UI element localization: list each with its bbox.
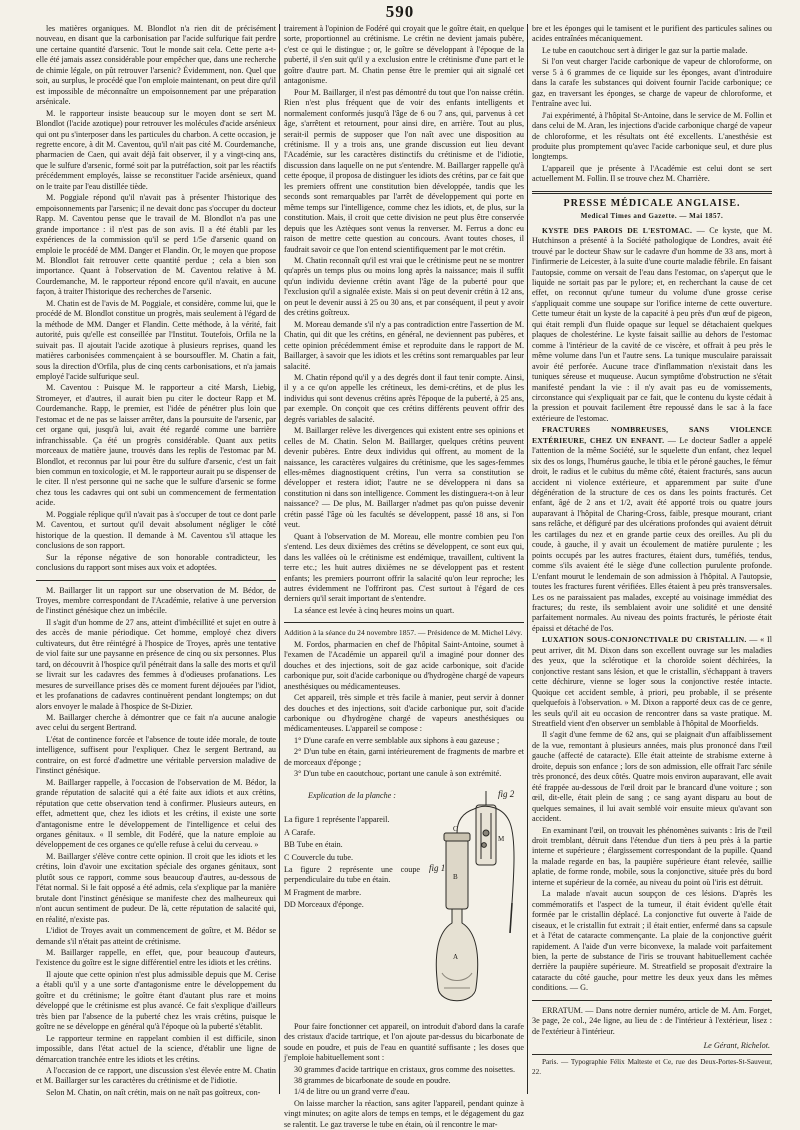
paragraph: Le rapporteur termine en rappelant combien il est difficile, sinon impossible, dans l'état actuel de la science, d'établir une ligne de démarcation tranchée entre les idiots et les crétins. <box>36 1033 276 1064</box>
paragraph: M. Baillarger rappelle, en effet, que, pour beaucoup d'auteurs, l'existence du goître est le signe différentiel entre les idiots et les crétins. <box>36 947 276 968</box>
legend-title: Explication de la planche : <box>308 790 396 800</box>
paragraph: bre et les éponges qui le tamisent et le purifient des particules salines ou acides entraînées mécaniquement. <box>532 24 772 44</box>
paragraph: Pour faire fonctionner cet appareil, on introduit d'abord dans la carafe des cristaux d'acide tartrique, et l'on ajoute par-dessus du bicarbonate de soude en poudre, et puis de l'eau en quantité suffisante ; les doses que j'emploie habituellement sont : <box>284 1021 524 1063</box>
figure-block <box>284 783 524 1019</box>
column-rule <box>279 24 280 1094</box>
paragraph: L'état de continence forcée et l'absence de toute idée morale, de toute intelligence, suffisent pour l'expliquer. Chez le sergent Bertrand, au contraire, on est forcé d'admettre une véritable perversion maladive de l'instinct génésique. <box>36 734 276 776</box>
legend-item: A Carafe. <box>284 827 316 837</box>
paragraph: Quant à l'observation de M. Moreau, elle montre combien peu l'on s'entend. Les deux dixièmes des crétins se développent, ce sont eux qui, dans les vallées où le crétinisme est endémique, travaillent, cultivent la terre etc.; les huit autres dixièmes ne se développent pas et restent enfants; les premiers pourront offrir la salacité qu'on leur reproche; les autres évidemment ne l'offriront pas. C'est surtout à l'égard de ces derniers qu'il serait important de s'entendre. <box>284 531 524 604</box>
paragraph: M. Baillarger relève les divergences qui existent entre ses opinions et celles de M. Chatin. Selon M. Baillarger, quelques crétins peuvent devenir pubères. Entre deux individus qui offrent, au moment de la naissance, les caractères vulgaires du crétinisme, que les sages-femmes elles-mêmes diagnostiquent crétins, l'un verra sa constitution se développer et restera idiot; l'autre ne se développera ni dans sa constitution ni dans son intelligence. Comment les distinguera-t-on à leur naissance? — De plus, M. Baillarger n'admet pas qu'on puisse devenir crétin passé l'âge où les facultés se développent, passé 18 ans, si l'on veut. <box>284 426 524 530</box>
rubber-hose <box>457 809 474 833</box>
section-divider <box>532 1000 772 1001</box>
paragraph: Le tube en caoutchouc sert à diriger le gaz sur la partie malade. <box>542 45 748 55</box>
paragraph: M. Poggiale répond qu'il n'avait pas à présenter l'historique des empoisonnements par l'arsenic; il ne devait donc pas s'occuper du docteur Rapp. M. Caventou pense que le travail de M. Blondlot n'a pas une grande importance : il n'est pas de son avis. Il a été établi par les expériences de la commission qu'il se perd 1/5e d'arsenic quand on emploie le procédé de MM. Danger et Flandin. Or, le moyen que propose M. Blondlot fait retrouver cette quantité perdue ; cela a bien son importance. Quant à l'observation de M. Caventou relative à M. Courdemanche, M. le rapporteur répond encore qu'il n'avait, en aucune façon, à traiter l'historique des recherches de l'arsenic. <box>36 193 276 297</box>
paragraph: M. Poggiale réplique qu'il n'avait pas à s'occuper de tout ce dont parle M. Caventou, et surtout qu'il devait absolument négliger le côté historique de la question. Il demande à M. Caventou s'il attaque les conclusions de son rapport. <box>36 509 276 551</box>
paragraph: 1/4 de litre ou un grand verre d'eau. <box>294 1087 410 1097</box>
legend-item: M Fragment de marbre. <box>284 887 362 897</box>
figure-legend <box>284 783 420 1019</box>
section-divider <box>284 622 524 623</box>
apparatus-illustration <box>426 783 524 1019</box>
column-rule <box>527 24 528 1094</box>
paragraph: 30 grammes d'acide tartrique en cristaux, gros comme des noisettes. <box>294 1064 515 1074</box>
paragraph: Il s'agit d'un homme de 27 ans, atteint d'imbécillité et sujet en outre à des accès de manie périodique. Cet homme, employé chez divers cultivateurs, dut être réintégré à l'hospice de Troyes, après une tentative de viol faite sur une paysanne en présence de cinq ou six personnes. Plus tard, on découvrit à l'hospice qu'il pénétrait dans la salle des morts et qu'il se livrait sur les cadavres des femmes à d'odieuses profanations. Les mesures de surveillance prises dès ce moment furent déjouées par l'idiot, et les profanations de cadavres continuèrent pendant longtemps; on dut alors envoyer le malade à l'hospice de St-Dizier. <box>36 617 276 711</box>
paragraph: J'ai expérimenté, à l'hôpital St-Antoine, dans le service de M. Follin et dans celui de M. Aran, les injections d'acide carbonique chargé de vapeur de chloroforme, et les résultats ont été excellents. L'anesthésie est produite plus promptement qu'avec l'acide carbonique seul, et dure plus longtemps. <box>532 110 772 162</box>
paragraph: Il ajoute que cette opinion n'est plus admissible depuis que M. Cerise a établi qu'il y a une sorte d'antagonisme entre le développement du goître et du crétinisme; le goître étant d'autant plus rare et moins développé que le crétinisme est plus avancé. Ce fait s'explique d'ailleurs très bien par l'absence de la puberté chez les vrais crétins, puisque le goître ne se développe en général qu'à l'époque où la puberté s'établit. <box>36 969 276 1032</box>
article-paragraph <box>532 635 772 729</box>
paragraph: Cet appareil, très simple et très facile à manier, peut servir à donner des douches et des injections, soit d'acide carbonique pur, soit d'acide carbonique ou d'hydrogène chargé de vapeurs anesthésiques ou médicamenteuses. L'appareil se compose : <box>284 693 524 734</box>
section-divider <box>532 191 772 194</box>
article-body: — Le docteur Sadler a appelé l'attention de la même Société, sur le squelette d'un enfant, chez lequel six des os longs, l'humérus gauche, le tibia et le péroné gauches, le fémur droit, le radius et le cubitus du même côté, étaient fracturés, sans aucun accident ni violence extérieure, et apparemment par suite d'une dégénération de la structure de ces os dans les points fracturés. Cet enfant, âgé de 2 ans et 1/2, avait été apporté trois ou quatre jours auparavant à l'hôpital de Charing-Cross, faible, presque mourant, criant sans relâche, et défiguré par des ulcérations profondes qui avaient détruit les cartilages du nez et en grande partie ceux des oreilles. Au pli du coude, à gauche, il y avait un écoulement de matière purulente ; les points occupés par les autres fractures, étaient durs, tuméfiés, tendus, comme s'ils avaient été le siège d'une collection purulente profonde. L'enfant mourut le lendemain de son admission à l'hôpital. A l'autopsie, toutes les fractures furent vérifiées. Elles étaient à peu près transversales. Les os ne paraissaient pas malades, excepté au voisinage immédiat des fractures; du reste, ils semblaient avoir une solidité et une densité parfaitement normales. Au niveau des points fracturés, le périoste était épaissi et détaché de l'os. <box>532 435 772 633</box>
article-paragraph <box>532 226 772 425</box>
paragraph: 2° D'un tube en étain, garni intérieurement de fragments de marbre et de morceaux d'éponge ; <box>284 747 524 767</box>
paragraph: On laisse marcher la réaction, sans agiter l'appareil, pendant quinze à vingt minutes; on agite alors de temps en temps, et le dégagement du gaz se ralentit. Le gaz traverse le tube en étain, où il rencontre le mar- <box>284 1098 524 1129</box>
column-right <box>532 24 772 1100</box>
paragraph: M. Baillarger lit un rapport sur une observation de M. Bédor, de Troyes, membre correspondant de l'Académie, relative à une perversion de l'instinct génésique chez un imbécile. <box>36 585 276 616</box>
press-subtitle: Medical Times and Gazette. — Mai 1857. <box>580 212 724 221</box>
paragraph: les matières organiques. M. Blondlot n'a rien dit de précisément nouveau, en disant que la carbonisation par l'acide sulfurique fait perdre une certaine quantité d'arsenic. Tout le monde sait cela. Cette perte a-t-elle été jamais assez considérable pour empêcher que, dans une recherche de chimie légale, on pût retrouver l'arsenic? Évidemment, non. Quel que soit, au surplus, le procédé que l'on emploie maintenant, on peut dire qu'il est impossible de méconnaître un empoisonnement par une préparation arsénicale. <box>36 24 276 107</box>
paragraph: A l'occasion de ce rapport, une discussion s'est élevée entre M. Chatin et M. Baillarger sur les caractères du crétinisme et de l'idiotie. <box>36 1065 276 1086</box>
signature: Le Gérant, Richelot. <box>703 1041 770 1051</box>
legend-item: C Couvercle du tube. <box>284 852 354 862</box>
article-paragraph <box>532 425 772 634</box>
label-b: B <box>453 872 458 881</box>
paragraph: L'idiot de Troyes avait un commencement de goître, et M. Bédor se demande s'il n'était pas atteint de crétinisme. <box>36 926 276 946</box>
tube-lid <box>444 833 470 841</box>
label-a: A <box>453 952 459 961</box>
session-heading: Addition à la séance du 24 novembre 1857. — Présidence de M. Michel Lévy. <box>284 628 523 638</box>
paragraph: Pour M. Baillarger, il n'est pas démontré du tout que l'on naisse crétin. Rien n'est plus fréquent que de voir des enfants intelligents et normalement conformés jusqu'à l'âge de 6 ou 7 ans, qui, parvenus à cet âge, s'arrêtent et retournent, pour ainsi dire, en arrière. Tout au plus, serait-il permis de supposer que l'on naît avec une disposition au crétinisme. Il y a trois ans, une grande discussion eut lieu devant l'Académie, sur les caractères distinctifs du crétinisme et de l'idiotie, discussion dans laquelle on ne put s'entendre. M. Baillarger rappelle qu'à cette époque, il proposa de distinguer les idiots des crétins, par ce fait que les premiers offrent une constitution bien développée, tandis que les seconds sont remarquables par l'arrêt de développement qui porte en même temps sur l'intelligence, comme chez les idiots, et, de plus, sur la constitution. Mais, il croit que cette division ne peut plus être conservée depuis que les Aztèques sont venus la renverser. M. Ferrus a donc eu raison de mettre cette question au concours. Avant toutes choses, il faudrait savoir ce que l'on entend scientifiquement par le mot crétin. <box>284 87 524 254</box>
paragraph: 38 grammes de bicarbonate de soude en poudre. <box>294 1075 451 1085</box>
apparatus-drawing <box>426 783 524 1019</box>
article-heading: KYSTE DES PAROIS DE L'ESTOMAC. <box>542 225 693 235</box>
paragraph: M. Baillarger s'élève contre cette opinion. Il croit que les idiots et les crétins, loin d'avoir une excitation spéciale des organes génitaux, sont plutôt sous ce rapport, comme sous beaucoup d'autres, au-dessous de l'état normal. Si le fait opposé a été admis, cela s'explique par la manière brutale dont l'instinct génésique se manifeste chez des malheureux qui n'ont aucun sentiment de pudeur. De là, cette réputation de salacité qui, en réalité, n'existe pas. <box>36 851 276 924</box>
paragraph: En examinant l'œil, on trouvait les phénomènes suivants : Iris de l'œil droit tremblant, détruit dans l'étendue d'un tiers à peu près à la partie interne et supérieure ; élargissement correspondant de la pupille. Quand la malade regarde en bas, la paupière supérieure étant relevée, saillie aplatie, de forme ronde, mobile, sous la conjonctive, située près du bord interne et supérieur de la cornée, au niveau du point où l'iris est détruit. <box>532 825 772 887</box>
page-number: 590 <box>385 2 415 21</box>
paragraph: M. Chatin reconnaît qu'il est vrai que le crétinisme peut ne se montrer qu'après un temps plus ou moins long après la naissance; mais il suffit qu'un individu devienne crétin avant l'âge de la puberté pour que l'exclusion qu'il a signalée existe. Mais si on peut devenir crétin à 12 ans, on peut le devenir aussi à 25 ou 30 ans, et par conséquent, il peut y avoir des crétins goîtreux. <box>284 255 524 318</box>
paragraph: La séance est levée à cinq heures moins un quart. <box>294 605 455 615</box>
legend-item: DD Morceaux d'éponge. <box>284 900 364 910</box>
imprint: Paris. — Typographie Félix Malteste et Ce, rue des Deux-Portes-St-Sauveur, 22. <box>532 1054 772 1078</box>
article-body: — Ce kyste, que M. Hutchinson a présenté à la Société pathologique de Londres, avait été trouvé par le docteur Shaw sur le cadavre d'un homme de 33 ans, mort à l'infirmerie de Leicester, à la suite d'une courte maladie fébrile. En faisant l'autopsie, comme on versait de l'eau dans l'estomac, on s'aperçut que le liquide ne sortait pas par le pylore; et, en recherchant la cause de cet effet, on reconnut qu'une tumeur du volume d'une grosse cerise s'appliquait comme une soupape sur l'orifice interne de cette ouverture. Cette tumeur était un kyste de la capacité à peu près d'un œuf de pigeon, qui était rempli d'un fluide opaque sur lequel se détachaient quelques plaques de cholestérine. Le kyste faisait saillie au dehors de l'estomac comme à l'intérieur de la cavité de ce viscère, et offrait à peu près le même volume dans l'un et l'autre sens. La tunique musculaire paraissait avoir été perforée. Aucune trace d'inflammation n'existait dans les tuniques séreuse et muqueuse. Aucun symptôme d'obstruction ne s'était manifesté pendant la vie : il n'y avait pas eu de vomissements, circonstance qui s'expliquait par ce fait, que le contenu du kyste cédait à la pression et pouvait facilement être repoussé dans le sac à la face extérieure de l'estomac. <box>532 225 772 423</box>
paragraph: M. Chatin répond qu'il y a des degrés dont il faut tenir compte. Ainsi, il y a ce qu'on appelle les crétineux, les demi-crétins, et de plus les individus qui sont devenus crétins après l'époque de la puberté, à 25 ans, par exemple. On conçoit que ces crétins différents peuvent offrir des degrés variables de salacité. <box>284 372 524 424</box>
paragraph: M. Baillarger rappelle, à l'occasion de l'observation de M. Bédor, la grande réputation de salacité qui a été faite aux idiots et aux crétins, réputation que cette observation tend à confirmer. Plusieurs auteurs, en effet, admettent que, chez les idiots et les crétins, il existe une sorte d'antagonisme entre le développement de l'intelligence et celui des organes génitaux. « Il semble, dit Fodéré, que la nature emploie au développement de ces organes ce qu'elle refuse à celui du cerveau. » <box>36 777 276 850</box>
legend-item: La figure 1 représente l'appareil. <box>284 815 390 825</box>
paragraph: 1° D'une carafe en verre semblable aux siphons à eau gazeuse ; <box>294 735 500 745</box>
press-title: PRESSE MÉDICALE ANGLAISE. <box>563 197 741 209</box>
fig2-label: fig 2 <box>498 788 515 799</box>
paragraph: Si l'on veut charger l'acide carbonique de vapeur de chloroforme, on verse 5 à 6 grammes de ce liquide sur les éponges, avant d'introduire dans la carafe les substances qui doivent fournir l'acide carbonique; ce gaz, en traversant les éponges, se charge de vapeur de chloroforme, et l'entraîne avec lui. <box>532 57 772 109</box>
legend-item: BB Tube en étain. <box>284 840 343 850</box>
legend-item: La figure 2 représente une coupe perpendiculaire du tube en étain. <box>284 864 420 885</box>
fig1-label: fig 1 <box>429 862 446 873</box>
erratum: ERRATUM. — Dans notre dernier numéro, article de M. Am. Forget, 3e page, 2e col., 24e ligne, au lieu de : de l'intérieur à l'extérieur, lisez : de l'extérieur à l'intérieur. <box>532 1005 772 1036</box>
paragraph: M. Baillarger cherche à démontrer que ce fait n'a aucune analogie avec celui du sergent Bertrand. <box>36 713 276 733</box>
column-middle <box>284 24 524 1129</box>
article-heading: FRACTURES NOMBREUSES, SANS VIOLENCE EXTÉRIEURE, CHEZ UN ENFANT. <box>532 425 772 445</box>
column-left <box>36 24 276 1100</box>
section-divider <box>36 580 276 581</box>
article-body: — « Il peut arriver, dit M. Dixon dans son excellent ouvrage sur les maladies des yeux, que la sclérotique et la choroïde soient déchirées, la conjonctive restant sans lésion, et que le cristallin, s'échappant à travers cette déchirure, vienne se loger sous la conjonctive restée intacte. Quoique cet accident semble, à priori, peu probable, il se présente quelquefois à l'observation. » M. Dixon a rapporté deux cas de ce genre, les seuls qu'il ait eu occasion de rencontrer dans sa vaste pratique. M. Streatfield vient d'en observer un semblable à l'hôpital de Moorfields. <box>532 635 773 728</box>
paragraph: trairement à l'opinion de Fodéré qui croyait que le goître était, en quelque sorte, proportionnel au crétinisme. Le crétin ne devient jamais pubère, c'est ce qui le distingue ; or, le goître se développant à l'époque de la puberté, il s'en suit qu'il y a exclusion entre le crétinisme d'une part et le goître d'autre part. M. Chatin pense être le premier qui ait signalé cet antagonisme. <box>284 24 524 86</box>
label-m: M <box>498 834 505 843</box>
article-heading: LUXATION SOUS-CONJONCTIVALE DU CRISTALLIN. <box>542 635 747 645</box>
paragraph: Sur la réponse négative de son honorable contradicteur, les conclusions du rapport sont mises aux voix et adoptées. <box>36 552 276 573</box>
paragraph: M. le rapporteur insiste beaucoup sur le moyen dont se sert M. Blondlot (l'acide azotique) pour retrouver les molécules d'acide arsénieux qui ont pu s'interposer dans les particules du charbon. A cette occasion, je regrette encore, à dit M. Caventou, qu'il n'ait pas cité M. Courdemanche, pharmacien de Caen, qui avait déjà fait observer, il y a vingt-cinq ans, que le sulfure d'arsenic, formé soit par la putréfaction, soit par les réactifs précédemment employés, laisse se reconstituer l'acide arsénieux, quand on le traite par l'eau distillée tiède. <box>36 108 276 191</box>
paragraph: M. Fordos, pharmacien en chef de l'hôpital Saint-Antoine, soumet à l'examen de l'Académie un appareil qu'il a imaginé pour donner des douches et des injections, soit de gaz acide carbonique, soit d'acide carbonique pur, soit d'acide carbonique ou d'hydrogène chargé de vapeurs anesthésiques ou médicamenteuses. <box>284 639 524 691</box>
label-c: C <box>453 824 458 833</box>
paragraph: 3° D'un tube en caoutchouc, portant une canule à son extrémité. <box>294 769 502 779</box>
paragraph: La malade n'avait aucun soupçon de ces lésions. D'après les commémoratifs et l'aspect de la tumeur, il était évident qu'elle était formée par le cristallin déplacé. La conjonctive fut ouverte à l'aide de ciseaux, et le cristallin fut extrait ; il était entier, enfermé dans sa capsule et à l'état de cataracte commençante. La plaie de la conjonctive guérit rapidement. A l'aide d'un verre biconvexe, la malade voit parfaitement bien, la perte de substance de l'iris se trouvant habituellement cachée derrière la paupière supérieure. M. Streatfield se proposait d'extraire la cataracte du côté gauche, pour mettre les deux yeux dans les mêmes conditions. — G. <box>532 889 772 993</box>
paragraph: Il s'agit d'une femme de 62 ans, qui se plaignait d'un affaiblissement de la vue, remontant à plusieurs années, mais plus prononcé dans l'œil gauche (affecté de cataracte). Elle était atteinte de strabisme externe à droite, depuis son enfance ; lors de son admission, elle offrait l'arc sénile très prononcé, des deux côtés. Quatre mois environ auparavant, elle avait été frappée au-dessous de l'œil droit par le brancard d'une voiture ; son œil, dit-elle, était plein de sang ; ce sang ayant disparu au bout de quelques semaines, il lui avait semblé voir ensuite mieux qu'avant son accident. <box>532 730 772 824</box>
paragraph: M. Chatin est de l'avis de M. Poggiale, et considère, comme lui, que le procédé de M. Blondlot constitue un progrès, mais seulement à l'égard de la méthode de MM. Danger et Flandin. Cette méthode, à la vérité, fait autorité, puis qu'elle est conseillée par l'Institut. Toutefois, Orfila ne la suivait pas. Il ajoutait l'acide azotique à plusieurs reprises, quand les matières carbonisées commençaient à se boursouffler. M. Chatin a fait, sous la direction d'Orfila, plus de cinq cents carbonisations, et n'a jamais employé l'acide sulfurique seul. <box>36 298 276 381</box>
paragraph: M. Moreau demande s'il n'y a pas contradiction entre l'assertion de M. Chatin, qui dit que les crétins, en général, ne deviennent pas pubères, et cette opinion précédemment émise et reproduite dans le rapport de M. Baillarger, à savoir que les idiots et les crétins sont remarquables par leur salacité. <box>284 319 524 371</box>
paragraph: Selon M. Chatin, on naît crétin, mais on ne naît pas goîtreux, con- <box>46 1087 261 1097</box>
paragraph: M. Caventou : Puisque M. le rapporteur a cité Marsh, Liebig, Stromeyer, et d'autres, il aurait bien pu citer le docteur Rapp et M. Courdemanche. Rapp, le premier, est l'idée de pénétrer plus loin que l'estomac et de ne pas se laisser arrêter, dans la poursuite de l'arsenic, par cet organe qui, jusqu'à lui, avait été regardé comme une barrière infranchissable. Ça été un progrès considérable. Quant aux petits morceaux de matière jaune, trouvés dans les replis de l'estomac par M. Blondlot, et reconnus par lui pour être du sulfure d'arsenic, c'est un fait bien commun en toxicologie, et M. le rapporteur aurait pu se dispenser de le citer. Il n'est personne qui ne sache que le sulfure d'arsenic se forme chez tous les cadavres qui ont subi un commencement de fermentation acide. <box>36 383 276 508</box>
paragraph: L'appareil que je présente à l'Académie est celui dont se sert actuellement M. Follin. Il se trouve chez M. Charrière. <box>532 163 772 184</box>
